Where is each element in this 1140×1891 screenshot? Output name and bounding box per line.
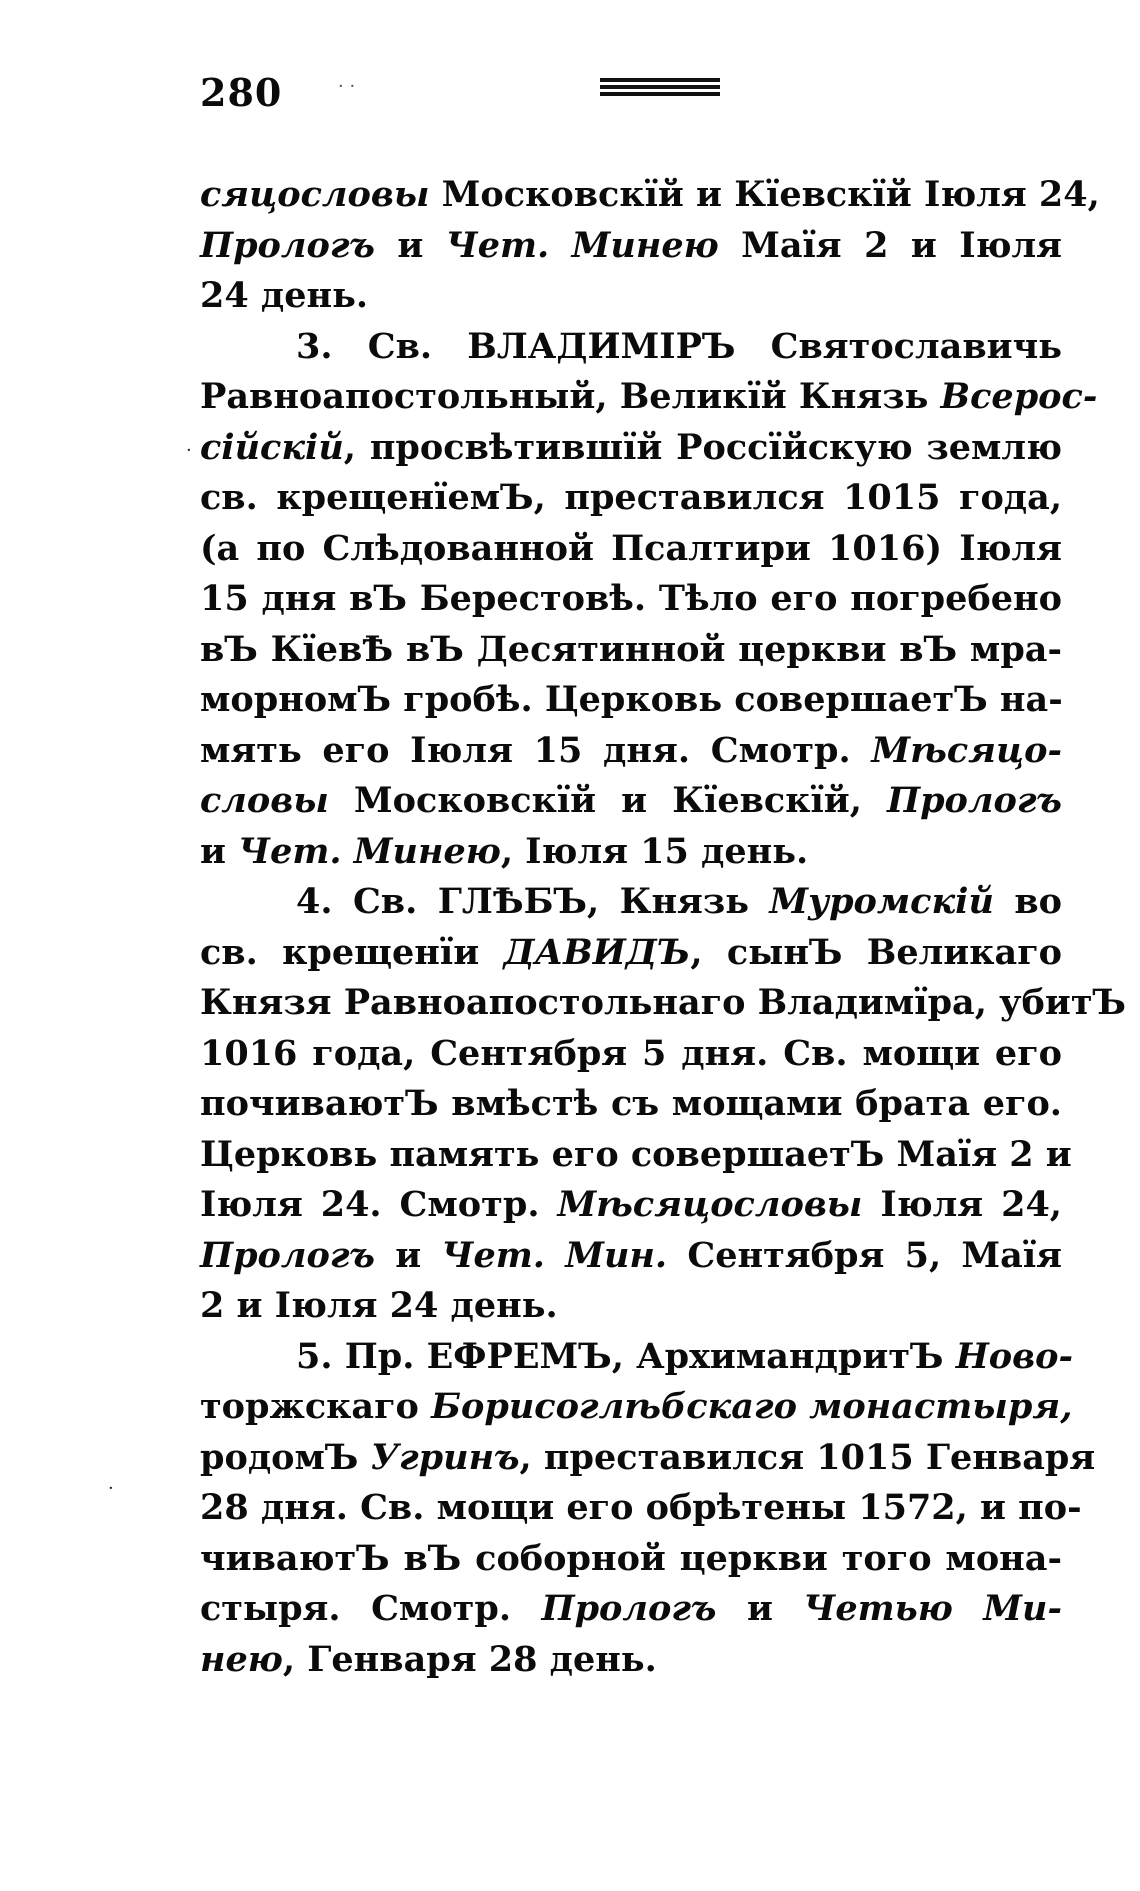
text-segment: и (200, 830, 239, 872)
text-segment: св. крещенїи (200, 931, 504, 973)
page-number: 280 (200, 70, 283, 115)
italic-reference: Муромскій (769, 881, 994, 922)
italic-reference: Четью Ми- (803, 1588, 1062, 1629)
text-segment: Іюля 24, (862, 1184, 1062, 1225)
italic-reference: Мѣсяцо- (871, 729, 1062, 771)
text-segment: Сентября 5, Маїя (667, 1234, 1062, 1276)
italic-reference: Ново- (955, 1335, 1073, 1377)
text-segment: стыря. Смотр. (200, 1588, 542, 1629)
text-line (200, 978, 1126, 1029)
italic-reference: Прологъ (541, 1588, 717, 1629)
text-segment: , Іюля 15 день. (500, 830, 809, 872)
text-segment: Равноапостольный, Великїй Князь (200, 376, 941, 417)
italic-reference: Борисоглѣбскаго монастыря, (418, 1386, 1073, 1427)
text-line (200, 271, 1062, 322)
text-segment: 28 дня. Св. мощи его обрѣтены 1572, и по- (200, 1487, 1082, 1528)
body-text (200, 170, 1126, 1685)
text-segment: 3. Св. ВЛАДИМІРЪ Святославичь (296, 325, 1062, 367)
text-line (200, 574, 1062, 625)
text-line (200, 877, 1062, 928)
italic-reference: Прологъ (887, 780, 1062, 821)
text-line (200, 675, 1062, 726)
italic-reference: сяцословы (200, 174, 430, 215)
text-segment: св. крещенїемЪ, преставился 1015 года, (200, 477, 1062, 518)
text-line (200, 928, 1062, 979)
text-segment: и (374, 224, 446, 266)
italic-reference: Чет. Минею (238, 830, 501, 872)
text-segment: морномЪ гробѣ. Церковь совершаетЪ на- (200, 679, 1063, 720)
text-segment: , сынЪ Великаго (690, 931, 1062, 973)
text-segment: родомЪ (200, 1436, 371, 1478)
text-line (200, 1433, 1096, 1484)
text-segment (549, 225, 571, 266)
text-line (200, 1534, 1062, 1585)
italic-reference: Прологъ (200, 1234, 375, 1276)
italic-reference: словы (200, 780, 329, 821)
text-segment: Московскїй и Кїевскїй, (328, 780, 888, 821)
text-segment: и (716, 1588, 804, 1629)
text-segment: мять его Іюля 15 дня. Смотр. (200, 729, 872, 771)
page-header (200, 70, 1060, 115)
text-segment: 2 и Іюля 24 день. (200, 1285, 558, 1326)
margin-dot: · (186, 440, 192, 461)
text-line (200, 827, 1062, 878)
text-line (200, 726, 1062, 777)
text-segment: 1016 года, Сентября 5 дня. Св. мощи его (200, 1032, 1062, 1074)
text-segment: , преставился 1015 Генваря (519, 1436, 1096, 1478)
print-speck: · · (338, 76, 356, 97)
text-segment: 24 день. (200, 275, 369, 316)
text-line (200, 1231, 1062, 1282)
italic-reference: сійскій (200, 426, 344, 468)
text-segment: Московскїй и Кїевскїй Іюля 24, (429, 174, 1100, 215)
text-line (200, 776, 1062, 827)
italic-reference: Чет. Мин. (441, 1234, 668, 1276)
italic-reference: Мѣсяцословы (557, 1184, 863, 1225)
text-line (200, 625, 1062, 676)
italic-reference: Всерос- (940, 376, 1098, 417)
text-segment: во (993, 881, 1062, 922)
text-line (200, 1635, 1062, 1686)
italic-reference: Прологъ (200, 224, 375, 266)
text-line (200, 372, 1098, 423)
italic-reference: Чет. (445, 224, 550, 266)
text-segment: торжскаго (200, 1386, 419, 1427)
text-segment: Церковь память его совершаетЪ Маїя 2 и (200, 1133, 1072, 1175)
italic-reference: нею (200, 1638, 283, 1680)
text-line (200, 524, 1062, 575)
text-line (200, 423, 1062, 474)
text-line (200, 1332, 1073, 1383)
text-line (200, 322, 1062, 373)
text-line (200, 221, 1062, 272)
text-segment: Іюля 24. Смотр. (200, 1184, 558, 1225)
margin-dot: · (108, 1478, 114, 1499)
text-segment: , просвѣтившїй Россїйскую землю (343, 426, 1062, 468)
text-segment: почиваютЪ вмѣстѣ съ мощами брата его. (200, 1083, 1062, 1124)
text-segment: вЪ КїевѢ вЪ Десятинной церкви вЪ мра- (200, 628, 1062, 670)
text-line (200, 1180, 1062, 1231)
italic-reference: ДАВИДЪ (503, 931, 691, 973)
text-segment: Князя Равноапостольнаго Владимїра, убитЪ (200, 982, 1126, 1023)
text-segment: , Генваря 28 день. (282, 1638, 657, 1680)
text-segment: чиваютЪ вЪ соборной церкви того мона- (200, 1537, 1062, 1579)
text-line (200, 1281, 1062, 1332)
italic-reference: Угринъ (370, 1436, 520, 1478)
italic-reference: Минею (571, 224, 719, 266)
text-segment: и (374, 1234, 442, 1276)
text-segment: 15 дня вЪ Берестовѣ. Тѣло его погребено (200, 578, 1062, 619)
text-segment: 4. Св. ГЛѢБЪ, Князь (296, 881, 770, 922)
text-line (200, 1584, 1062, 1635)
text-segment: (а по Слѣдованной Псалтири 1016) Іюля (200, 527, 1062, 569)
text-line (200, 473, 1062, 524)
text-line (200, 170, 1100, 221)
text-segment: Маїя 2 и Іюля (718, 224, 1062, 266)
text-line (200, 1130, 1072, 1181)
text-line (200, 1079, 1062, 1130)
header-ornament-rule (600, 78, 720, 106)
text-line (200, 1029, 1062, 1080)
text-line (200, 1483, 1082, 1534)
text-line (200, 1382, 1073, 1433)
text-segment: 5. Пр. ЕФРЕМЪ, АрхимандритЪ (296, 1335, 956, 1377)
